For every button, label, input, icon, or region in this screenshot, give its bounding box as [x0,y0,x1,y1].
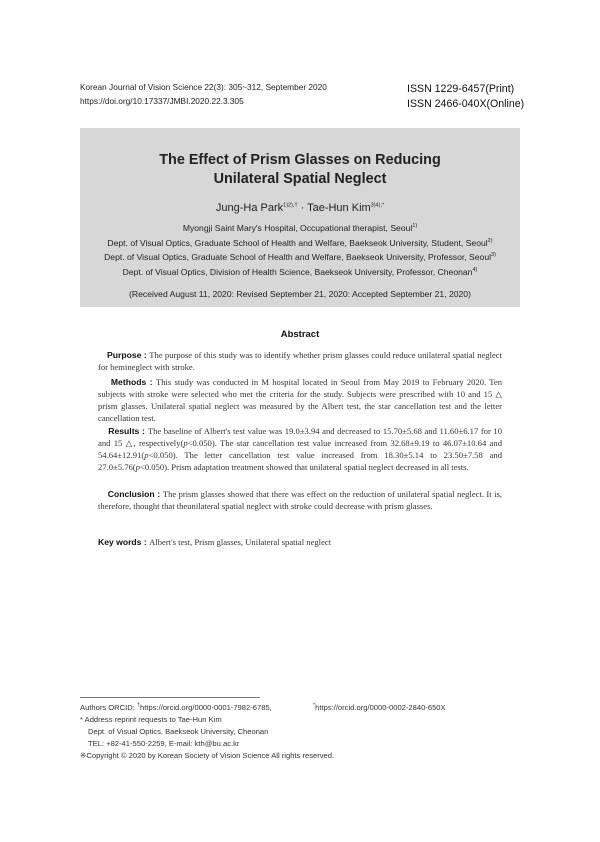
issn-online: ISSN 2466-040X(Online) [407,98,525,110]
contact-info: TEL: +82-41-550-2259, E-mail: kth@bu.ac.kr [88,739,240,748]
methods-text: This study was conducted in M hospital located in Seoul from May 2019 to February 2020. Ten subjects with stroke were selected who met the criteria for the study. Subjects were prescribed with 10 and 15 △ prism glasses. Unilateral spatial neglect was measured by the Albert test, the star cancellation test and the letter cancellation test. [98,377,503,423]
author-1: Jung-Ha Park [215,202,284,214]
affiliation-1 [80,223,520,233]
results-label: Results : [108,426,148,436]
affiliation-1-text: Myongji Saint Mary's Hospital, Occupational therapist, Seoul [182,223,413,233]
abstract-results [98,425,502,473]
abstract-purpose [98,349,502,373]
reprint-department: Dept. of Visual Optics, Baekseok University, Cheonan [88,727,269,736]
journal-citation: Korean Journal of Vision Science 22(3): 305~312, September 2020 [80,82,327,92]
affiliation-4-mark: 4) [472,267,478,274]
doi-link[interactable]: https://doi.org/10.17337/JMBI.2020.22.3.305 [80,95,244,106]
purpose-label: Purpose : [107,350,150,360]
orcid-1-mark: † [136,702,141,709]
copyright-notice: ※Copyright © 2020 by Korean Society of Vision Science All rights reserved. [80,751,335,760]
reprint-request: * Address reprint requests to Tae-Hun Kim [80,715,222,724]
conclusion-text: The prism glasses showed that there was effect on the reduction of unilateral spatial neglect. It is, therefore, thought that theunilateral spatial neglect with stroke could decrease with prism glasses. [98,489,503,511]
author-2: Tae-Hun Kim [307,202,371,214]
affiliation-3-mark: 3) [491,252,496,259]
keywords-label: Key words : [98,537,150,547]
abstract-methods [98,376,502,424]
title-line-2: Unilateral Spatial Neglect [213,171,387,187]
orcid-1-link[interactable]: https://orcid.org/0000-0001-7982-6785, [140,703,272,712]
orcid-label: Authors ORCID: [80,703,137,712]
author-separator: · [297,202,308,214]
abstract-conclusion [98,488,502,512]
affiliation-1-mark: 1) [412,223,418,230]
p-symbol-1: p [183,438,188,448]
affiliation-2 [80,238,520,248]
affiliation-4-text: Dept. of Visual Optics, Division of Health Science, Baekseok University, Professor, Cheonan [122,267,473,277]
author-1-marks: 1)2),† [283,202,298,209]
author-2-marks: 3)4),* [370,202,385,209]
methods-label: Methods : [110,377,156,387]
affiliation-2-text: Dept. of Visual Optics, Graduate School of Health and Welfare, Baekseok University, Student, Seoul [107,238,488,248]
orcid-2-link[interactable]: https://orcid.org/0000-0002-2840-650X [315,703,446,712]
journal-header [80,81,327,108]
keywords [98,537,331,547]
keywords-text: Albert's test, Prism glasses, Unilateral spatial neglect [149,537,332,547]
title-box [80,128,520,307]
orcid-line-2 [313,702,446,713]
conclusion-label: Conclusion : [107,489,163,499]
orcid-2-mark: * [313,702,316,709]
p-symbol-3: p [135,462,140,472]
paper-title [80,151,520,189]
orcid-line-1 [80,702,272,713]
results-text-2: <0.050). The star cancellation test value increased from 32.68±9.19 to 46.07±10.64 and 54.64±12.91( [98,438,502,460]
title-line-1: The Effect of Prism Glasses on Reducing [159,152,441,168]
results-text-3: <0.050). The letter cancellation test value increased from 18.30±5.14 to 23.50±7.58 and 27.0±5.76( [98,450,502,472]
p-symbol-2: p [144,450,149,460]
affiliation-2-mark: 2) [487,238,493,245]
results-text-1: The baseline of Albert's test value was 19.0±3.94 and decreased to 15.70±5.68 and 11.60±6.17 for 10 and 15 △, respectively( [98,426,503,448]
footnote-divider [80,697,260,698]
purpose-text: The purpose of this study was to identify whether prism glasses could reduce unilateral spatial neglect for hemineglect with stroke. [98,350,503,372]
issn-print: ISSN 1229-6457(Print) [407,83,515,95]
author-line [80,202,520,214]
results-text-4: <0.050). Prism adaptation treatment showed that unilateral spatial neglect decreased in all tests. [139,462,469,472]
received-dates: (Received August 11, 2020: Revised September 21, 2020: Accepted September 21, 2020) [129,289,471,299]
issn-block [407,82,524,112]
affiliation-3 [80,252,520,262]
affiliation-4 [80,267,520,277]
affiliation-3-text: Dept. of Visual Optics, Graduate School of Health and Welfare, Baekseok University, Professor, Seoul [104,252,492,262]
abstract-heading: Abstract [280,329,320,340]
